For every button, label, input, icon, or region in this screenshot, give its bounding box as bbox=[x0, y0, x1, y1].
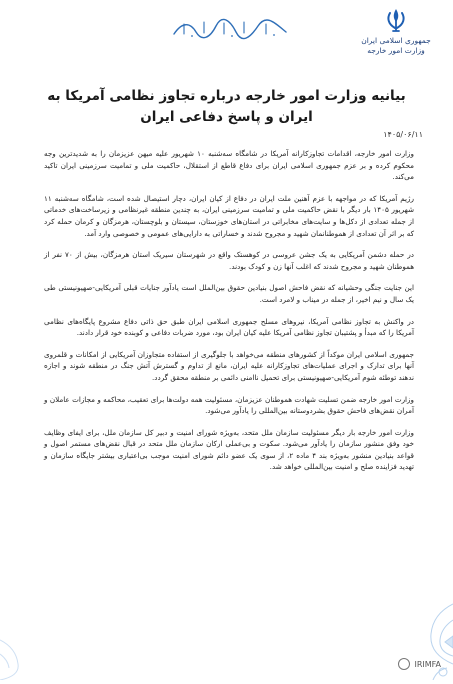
letterhead bbox=[0, 0, 453, 74]
paragraph: وزارت امور خارجه، اقدامات تجاوزکارانه آمریکا در شامگاه سه‌شنبه ۱۰ شهریور علیه میهن عزیزمان را به شدیدترین وجه محکوم کرده و بر عزم جمهوری اسلامی ایران برای دفاع قاطع از استقلال، حاکمیت ملی و تمامیت سرزمینی ایران تاکید می‌کند. bbox=[44, 149, 414, 182]
ministry-line-1: جمهوری اسلامی ایران bbox=[361, 36, 431, 45]
ministry-emblem-block bbox=[353, 6, 439, 56]
ministry-line-2: وزارت امور خارجه bbox=[367, 46, 425, 55]
paragraph: جمهوری اسلامی ایران موکداً از کشورهای منطقه می‌خواهد با جلوگیری از استفاده متجاوزان آمریکایی از امکانات و قلمروی آنها برای تدارک و اجرای عملیات‌های تجاوزکارانه علیه ایران، مانع از تداوم و گسترش آتش جنگ در منطقه شوند و اجازه ندهند توطئه شوم آمریکایی-صهیونیستی برای تحمیل ناامنی دائمی بر منطقه محقق گردد. bbox=[44, 349, 414, 382]
basmala-calligraphy bbox=[170, 16, 290, 40]
paragraph: وزارت امور خارجه بار دیگر مسئولیت سازمان ملل متحد، به‌ویژه شورای امنیت و دبیر کل سازمان ملل، برای ایفای وظایف خود وفق منشور سازمان را یادآور می‌شود. سکوت و بی‌عملی ارکان سازمان ملل متحد در قبال نقض‌های مستمر اصول و قواعد بنیادین منشور به‌ویژه بند ۴ ماده ۲، از سوی یک عضو دائم شورای امنیت موجب بی‌اعتباری بیشتر جایگاه سازمان و تهدید فزاینده صلح و امنیت بین‌المللی خواهد شد. bbox=[44, 427, 414, 472]
corner-ornament bbox=[0, 620, 40, 680]
statement-date: ۱۴۰۵/۰۶/۱۱ bbox=[383, 130, 423, 139]
watermark-icon bbox=[398, 658, 410, 670]
statement-title: بیانیه وزارت امور خارجه درباره تجاوز نظامی آمریکا به ایران و پاسخ دفاعی ایران bbox=[47, 88, 406, 125]
watermark-text: IRIMFA bbox=[414, 659, 441, 669]
paragraph: این جنایت جنگی وحشیانه که نقض فاحش اصول بنیادین حقوق بین‌الملل است یادآور جنایات قبلی آمریکایی-صهیونیستی طی یک سال و نیم اخیر، از جمله در میناب و لامرد است. bbox=[44, 283, 414, 304]
paragraph: در واکنش به تجاوز نظامی آمریکا، نیروهای مسلح جمهوری اسلامی ایران طبق حق ذاتی دفاع مشروع پایگاه‌های نظامی آمریکا را که مبدأ و پشتیبان تجاوز نظامی آمریکا علیه کیان ایران بود، مورد ضربات دفاعی و کوبنده خود قرار دادند. bbox=[44, 316, 414, 338]
paragraph: وزارت امور خارجه ضمن تسلیت شهادت هموطنان عزیزمان، مسئولیت همه دولت‌ها برای تعقیب، محاکمه و مجازات عاملان و آمران نقض‌های فاحش حقوق بشردوستانه بین‌المللی را یادآور می‌شود. bbox=[44, 394, 414, 416]
paragraph: در حمله دشمن آمریکایی به یک جشن عروسی در کوهستک واقع در شهرستان سیریک استان هرمزگان، بیش از ۷۰ نفر از هموطنان شهید و مجروح شدند که اغلب آنها زن و کودک بودند. bbox=[44, 250, 415, 271]
statement-body bbox=[44, 148, 414, 483]
iran-emblem-icon bbox=[382, 6, 410, 34]
paragraph: رژیم آمریکا که در مواجهه با عزم آهنین ملت ایران در دفاع از کیان ایران، دچار استیصال شده است، شامگاه سه‌شنبه ۱۱ شهریور ۱۴۰۵ بار دیگر با نقض حاکمیت ملی و تمامیت سرزمینی ایران، به چندین منطقه غیرنظامی و زیرساخت‌های خدماتی از جمله تعدادی از دکل‌ها و سایت‌های مخابراتی در استان‌های خوزستان، سیستان و بلوچستان، هرمزگان و کرمان حمله کرد که بر اثر آن تعدادی از هموطنانمان شهید و مجروح شدند و خساراتی به دارایی‌های عمومی و خصوصی وارد آمد. bbox=[44, 193, 414, 238]
watermark bbox=[398, 658, 441, 670]
